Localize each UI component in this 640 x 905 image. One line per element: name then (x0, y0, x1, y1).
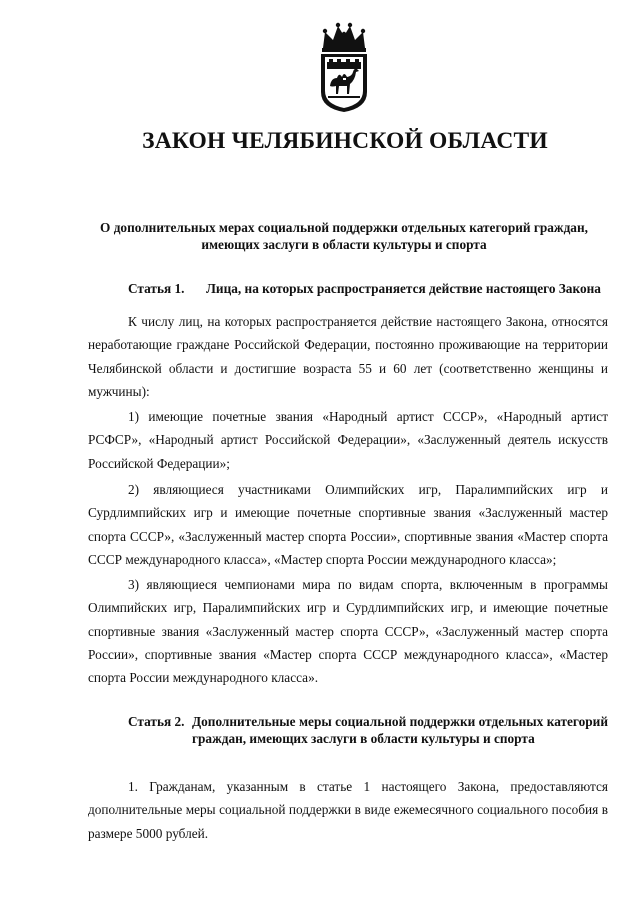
article-heading: Лица, на которых распространяется действие настоящего Закона (206, 281, 601, 296)
law-title: ЗАКОН ЧЕЛЯБИНСКОЙ ОБЛАСТИ (142, 128, 548, 154)
paragraph: К числу лиц, на которых распространяется действие настоящего Закона, относятся неработающие граждане Российской Федерации, постоянно проживающие на территории Челябинской области и достигшие возраста 55 и 60 лет (соответственно женщины и мужчины): (88, 314, 608, 399)
law-subject: О дополнительных мерах социальной поддержки отдельных категорий граждан, имеющих заслуги в области культуры и спорта (100, 220, 588, 252)
paragraph: 1) имеющие почетные звания «Народный артист СССР», «Народный артист РСФСР», «Народный артист Российской Федерации», «Заслуженный деятель искусств Российской Федерации»; (88, 409, 608, 471)
paragraph: 2) являющиеся участниками Олимпийских игр, Паралимпийских игр и Сурдлимпийских игр и имеющие почетные спортивные звания «Заслуженный мастер спорта СССР», «Заслуженный мастер спорта России», спортивные звания «Мастер спорта СССР международного класса», «Мастер спорта России международного класса»; (88, 482, 608, 567)
article-number: Статья 1. (128, 281, 185, 296)
chelyabinsk-coat-of-arms-icon (313, 20, 375, 114)
paragraph: 1. Гражданам, указанным в статье 1 настоящего Закона, предоставляются дополнительные меры социальной поддержки в виде ежемесячного социального пособия в размере 5000 рублей. (88, 779, 608, 841)
article-number: Статья 2. (128, 714, 185, 729)
article-2-heading (128, 713, 608, 747)
article-1-heading (128, 280, 608, 297)
article-heading: Дополнительные меры социальной поддержки отдельных категорий граждан, имеющих заслуги в области культуры и спорта (192, 714, 608, 746)
paragraph: 3) являющиеся чемпионами мира по видам спорта, включенным в программы Олимпийских игр, Паралимпийских игр и Сурдлимпийских игр, и имеющие почетные спортивные звания «Заслуженный мастер спорта СССР», «Заслуженный мастер спорта России», спортивные звания «Мастер спорта СССР международного класса», «Мастер спорта России международного класса». (88, 577, 608, 686)
